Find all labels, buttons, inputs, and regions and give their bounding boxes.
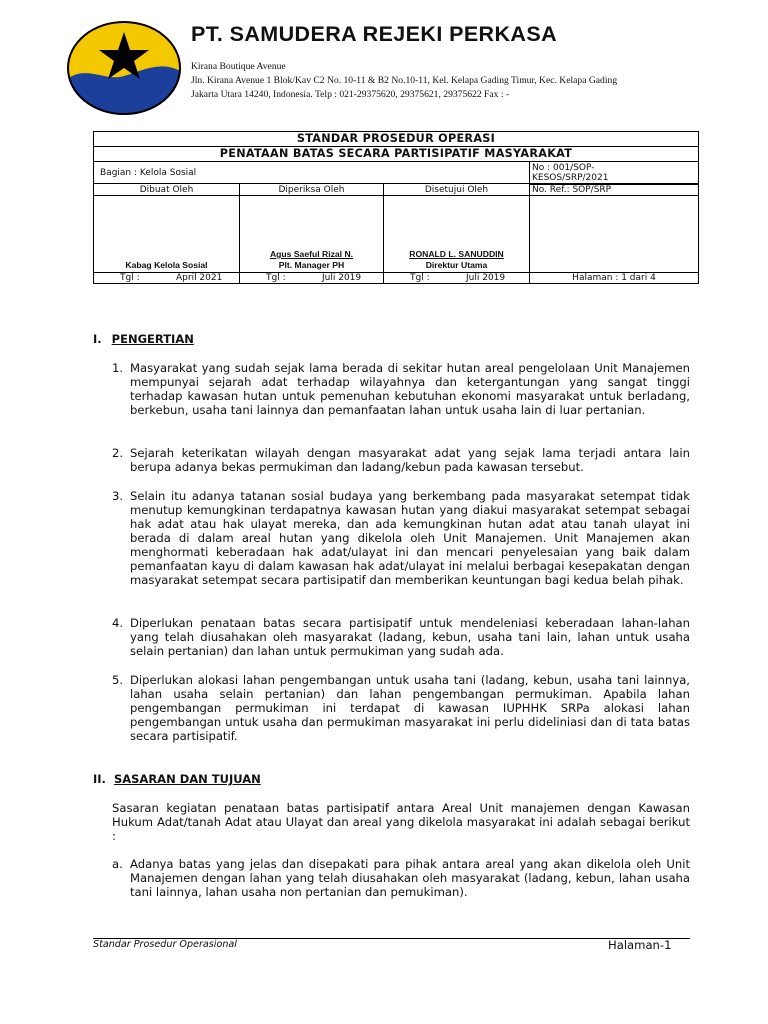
bagian-cell: Bagian : Kelola Sosial <box>94 162 530 184</box>
sign-diperiksa-title: Plt. Manager PH <box>278 260 345 270</box>
list-item <box>112 616 690 658</box>
list-item <box>112 446 690 474</box>
sign-dibuat-title: Kabag Kelola Sosial <box>125 260 208 270</box>
section-1-heading <box>93 332 194 346</box>
tgl-disetujui-cell <box>384 273 530 284</box>
tgl-diperiksa: Juli 2019 <box>322 273 362 283</box>
list-item <box>112 489 690 587</box>
tgl-dibuat-cell <box>94 273 240 284</box>
section-1-title: PENGERTIAN <box>111 332 194 346</box>
footer-left: Standar Prosedur Operasional <box>93 939 237 950</box>
list-item-number: 4. <box>112 616 124 630</box>
sop-header-table <box>93 131 699 284</box>
list-item-number: 2. <box>112 446 124 460</box>
list-item-text: Adanya batas yang jelas dan disepakati para pihak antara areal yang akan dikelola oleh Unit Manajemen dengan lahan yang telah diusahakan oleh masyarakat (ladang, kebun, lahan usaha tani lainnya, lahan usaha non pertanian dan pemukiman). <box>130 857 690 899</box>
address-line-1: Kirana Boutique Avenue <box>191 61 286 72</box>
tgl-label: Tgl : <box>120 273 140 283</box>
tgl-disetujui: Juli 2019 <box>466 273 506 283</box>
footer-page-number: Halaman-1 <box>608 938 672 952</box>
list-item-text: Diperlukan penataan batas secara partisipatif untuk mendeleniasi keberadaan lahan-lahan yang telah diusahakan oleh masyarakat (ladang, kebun, usaha tani lain, lahan untuk usaha selain pertanian) dan lahan untuk permukiman yang sudah ada. <box>130 616 690 658</box>
tgl-label: Tgl : <box>410 273 430 283</box>
list-item-letter: a. <box>112 857 123 871</box>
col-dibuat-oleh: Dibuat Oleh <box>94 184 240 196</box>
company-name: PT. SAMUDERA REJEKI PERKASA <box>191 22 558 46</box>
no-ref-label: No. Ref.: SOP/SRP <box>532 185 612 195</box>
document-number-line-1: No : 001/SOP- <box>532 162 595 173</box>
list-item-number: 5. <box>112 673 124 687</box>
section-1-number: I. <box>93 332 102 346</box>
list-item-number: 3. <box>112 489 124 503</box>
revisi-cell <box>530 184 699 196</box>
address-line-3: Jakarta Utara 14240, Indonesia. Telp : 021-29375620, 29375621, 29375622 Fax : - <box>191 89 510 100</box>
list-item <box>112 361 690 417</box>
list-item <box>112 673 690 743</box>
list-item-number: 1. <box>112 361 124 375</box>
section-2-intro: Sasaran kegiatan penataan batas partisipatif antara Areal Unit manajemen dengan Kawasan Hukum Adat/tanah Adat atau Ulayat dan areal yang dikelola masyarakat ini adalah sebagai berikut : <box>112 801 690 843</box>
sign-disetujui-title: Direktur Utama <box>425 260 488 270</box>
sign-diperiksa-cell <box>240 196 384 273</box>
sign-disetujui-cell <box>384 196 530 273</box>
sop-title: STANDAR PROSEDUR OPERASI <box>94 132 699 147</box>
list-item <box>112 857 690 899</box>
col-diperiksa-oleh: Diperiksa Oleh <box>240 184 384 196</box>
section-2-title: SASARAN DAN TUJUAN <box>113 772 261 786</box>
tgl-label: Tgl : <box>266 273 286 283</box>
tgl-dibuat: April 2021 <box>176 273 223 283</box>
section-2-number: II. <box>93 772 106 786</box>
sign-dibuat-cell <box>94 196 240 273</box>
list-item-text: Sejarah keterikatan wilayah dengan masyarakat adat yang sejak lama terjadi antara lain berupa adanya bekas permukiman dan ladang/kebun pada kawasan tersebut. <box>130 446 690 474</box>
sop-subtitle: PENATAAN BATAS SECARA PARTISIPATIF MASYARAKAT <box>94 147 699 162</box>
section-2-heading <box>93 772 261 786</box>
list-item-text: Diperlukan alokasi lahan pengembangan untuk usaha tani (ladang, kebun, usaha tani lainnya, lahan usaha selain pertanian) dan lahan pengembangan permukiman. Apabila lahan pengembangan permukiman ini terdapat di kawasan IUPHHK SRPa alokasi lahan pengembangan untuk usaha dan permukiman masyarakat ini perlu dideliniasi dan di tata batas secara partisipatif. <box>130 673 690 743</box>
sign-diperiksa-name: Agus Saeful Rizal N. <box>269 249 354 259</box>
list-item-text: Selain itu adanya tatanan sosial budaya yang berkembang pada masyarakat setempat tidak menutup kemungkinan terdapatnya kawasan hutan yang diakui masyarakat setempat sebagai hak adat atau hak ulayat mereka, dan ada kemungkinan hutan adat atau tanah ulayat ini berada di dalam areal hutan yang dikelola oleh Unit Manajemen. Unit Manajemen akan menghormati keberadaan hak adat/ulayat ini dan mencari penyelesaian yang baik dalam pemanfaatan kayu di dalam kawasan hak adat/ulayat ini melalui berbagai kesepakatan dengan masyarakat setempat secara partisipatif dan memberikan keuntungan bagi kedua belah pihak. <box>130 489 690 587</box>
col-disetujui-oleh: Disetujui Oleh <box>384 184 530 196</box>
company-logo <box>66 20 182 116</box>
sign-disetujui-name: RONALD L. SANUDDIN <box>409 249 504 259</box>
document-number-cell <box>530 162 699 184</box>
address-line-2: Jln. Kirana Avenue 1 Blok/Kav C2 No. 10-11 & B2 No.10-11, Kel. Kelapa Gading Timur, Kec. Kelapa Gading <box>191 75 618 86</box>
tgl-diperiksa-cell <box>240 273 384 284</box>
halaman-cell: Halaman : 1 dari 4 <box>530 273 699 284</box>
document-number-line-2: KESOS/SRP/2021 <box>532 172 609 183</box>
sign-empty-cell <box>530 196 699 273</box>
list-item-text: Masyarakat yang sudah sejak lama berada di sekitar hutan areal pengelolaan Unit Manajemen mempunyai sejarah adat terhadap wilayahnya dan ketergantungan yang sangat tinggi terhadap kawasan hutan untuk pemenuhan kebutuhan ekonomi masyarakat untuk berladang, berkebun, usaha tani lainnya dan pemanfaatan lahan untuk usaha lain di luar pertanian. <box>130 361 690 417</box>
